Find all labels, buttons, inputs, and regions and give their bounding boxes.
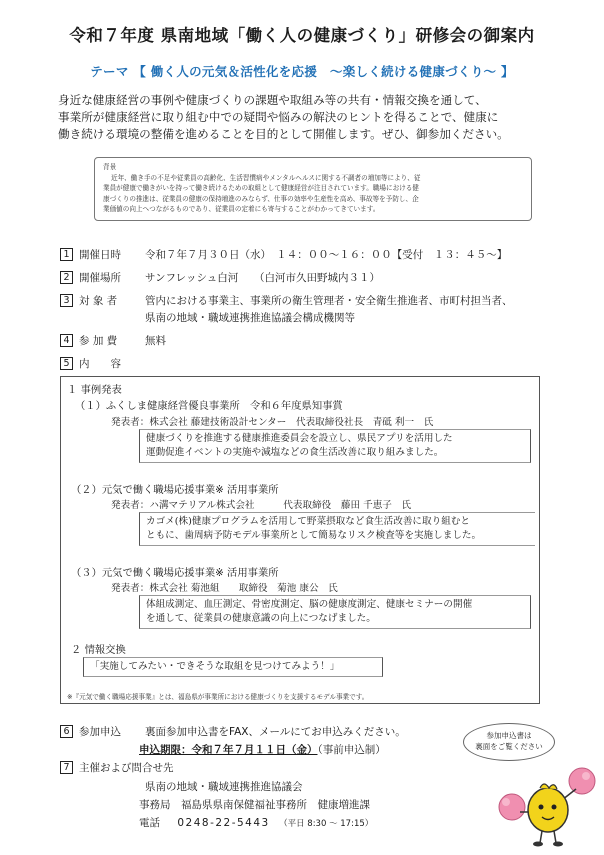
contact-row (60, 760, 174, 775)
case-title: （３）元気で働く職場応援事業※ 活用事業所 (71, 567, 279, 579)
exchange-text: 「実施してみたい・できそうな取組を見つけてみよう！」 (83, 657, 383, 677)
program-footnote: ※『元気で働く職場応援事業』とは、福島県が事業所における健康づくりを支援するモデル事業です。 (67, 693, 369, 701)
apply-label: 参加申込 (79, 726, 121, 738)
item-number: 5 (60, 357, 73, 370)
bubble-line: 参加申込書は (486, 731, 532, 740)
case-description-line: 体組成測定、血圧測定、骨密度測定、脳の健康度測定、健康セミナーの開催 (146, 599, 473, 610)
venue-value: サンフレッシュ白河 （白河市久田野城内３１） (145, 272, 380, 284)
mascot-icon (494, 755, 599, 850)
apply-row (60, 724, 406, 739)
item-number: 1 (60, 248, 73, 261)
deadline-note: （事前申込制） (317, 744, 386, 756)
case-description (139, 512, 535, 546)
case-title: （１）ふくしま健康経営優良事業所 令和６年度県知事賞 (75, 400, 343, 412)
date-value: 令和７年７月３０日（水） １４：００～１６：００【受付 １３：４５～】 (145, 249, 508, 261)
deadline-row (139, 742, 386, 757)
phone-number: 0248-22-5443 (177, 817, 270, 829)
venue-row (60, 270, 380, 285)
content-row (60, 356, 145, 371)
contact-phone-row (139, 815, 373, 830)
background-line: 業員が健康で働きがいを持って働き続けるための取組として健康経営が注目されています。職場における健 (103, 184, 419, 192)
case-presenter: 発表者：ハ溝マテリアル株式会社 代表取締役 藤田 千恵子 氏 (111, 500, 412, 511)
background-title: 背景 (103, 163, 117, 171)
deadline-label: 申込期限： (139, 744, 192, 756)
target-row (60, 293, 513, 308)
contact-label: 主催および問合せ先 (79, 762, 174, 774)
case-description-line: ともに、歯周病予防モデル事業所として簡易なリスク検査等を実施しました。 (146, 530, 482, 541)
bubble-line: 裏面をご覧ください (475, 742, 543, 751)
contact-office: 事務局 福島県県南保健福祉事務所 健康増進課 (139, 799, 370, 811)
case-description-line: カゴメ(株)健康プログラムを活用して野菜摂取など食生活改善に取り組むと (146, 516, 470, 527)
content-label: 内 容 (79, 358, 121, 370)
pompom-left-icon (499, 794, 525, 820)
item-number: 3 (60, 294, 73, 307)
item-number: 7 (60, 761, 73, 774)
program-heading: １ 事例発表 (67, 384, 122, 396)
contact-org: 県南の地域・職域連携推進協議会 (145, 781, 303, 793)
date-row (60, 247, 507, 262)
theme-line: テーマ 【 働く人の元気＆活性化を応援 ～楽しく続ける健康づくり～ 】 (90, 64, 514, 79)
fee-value: 無料 (145, 335, 166, 347)
background-box (94, 157, 532, 221)
fee-row (60, 333, 166, 348)
target-value: 管内における事業主、事業所の衛生管理者・安全衛生推進者、市町村担当者、 (145, 295, 513, 307)
venue-label: 開催場所 (79, 272, 121, 284)
case-presenter: 発表者：株式会社 菊池組 取締役 菊池 康公 氏 (111, 583, 338, 594)
background-line: 業価値の向上へつながるものであり、従業員の定着にも寄与することがわかってきています。 (103, 205, 380, 213)
item-number: 4 (60, 334, 73, 347)
case-description-line: を通して、従業員の健康意識の向上につなげました。 (146, 613, 376, 624)
case-description (139, 595, 531, 629)
page-title: 令和７年度 県南地域「働く人の健康づくり」研修会の御案内 (69, 26, 535, 45)
intro-line: 働き続ける環境の整備を進めることを目的として開催します。ぜひ、御参加ください。 (58, 127, 509, 141)
item-number: 6 (60, 725, 73, 738)
case-description (139, 429, 531, 463)
pompom-right-icon (569, 768, 595, 794)
case-description-line: 運動促進イベントの実施や減塩などの食生活改善に取り組みました。 (146, 447, 444, 458)
date-label: 開催日時 (79, 249, 121, 261)
program-box (60, 376, 540, 704)
target-label: 対 象 者 (79, 295, 118, 307)
target-value-2: 県南の地域・職域連携推進協議会構成機関等 (145, 312, 355, 324)
case-description-line: 健康づくりを推進する健康推進委員会を設立し、県民アプリを活用した (146, 433, 453, 444)
intro-line: 事業所が健康経営に取り組む中での疑問や悩みの解決のヒントを得ることで、健康に (58, 110, 499, 124)
apply-text: 裏面参加申込書をFAX、メールにてお申込みください。 (145, 726, 406, 738)
deadline-date: 令和７年７月１１日（金） (191, 744, 318, 756)
office-hours: （平日 8:30 ～ 17:15） (279, 819, 374, 829)
item-number: 2 (60, 271, 73, 284)
fee-label: 参 加 費 (79, 335, 118, 347)
exchange-heading: ２ 情報交換 (71, 644, 126, 656)
intro-paragraph (58, 92, 558, 143)
case-title: （２）元気で働く職場応援事業※ 活用事業所 (71, 484, 279, 496)
background-line: 近年、働き手の不足や従業員の高齢化、生活習慣病やメンタルヘルスに関する不調者の増加等により、従 (111, 173, 421, 182)
case-presenter: 発表者：株式会社 藤建技術設計センター 代表取締役社長 青砥 利一 氏 (111, 417, 434, 428)
background-line: 康づくりの推進は、従業員の健康の保持増進のみならず、仕事の効率や生産性を高め、事故等を予防し、企 (103, 194, 419, 203)
intro-line: 身近な健康経営の事例や健康づくりの課題や取組み等の共有・情報交換を通して、 (58, 93, 487, 107)
phone-label: 電話 (139, 817, 160, 829)
